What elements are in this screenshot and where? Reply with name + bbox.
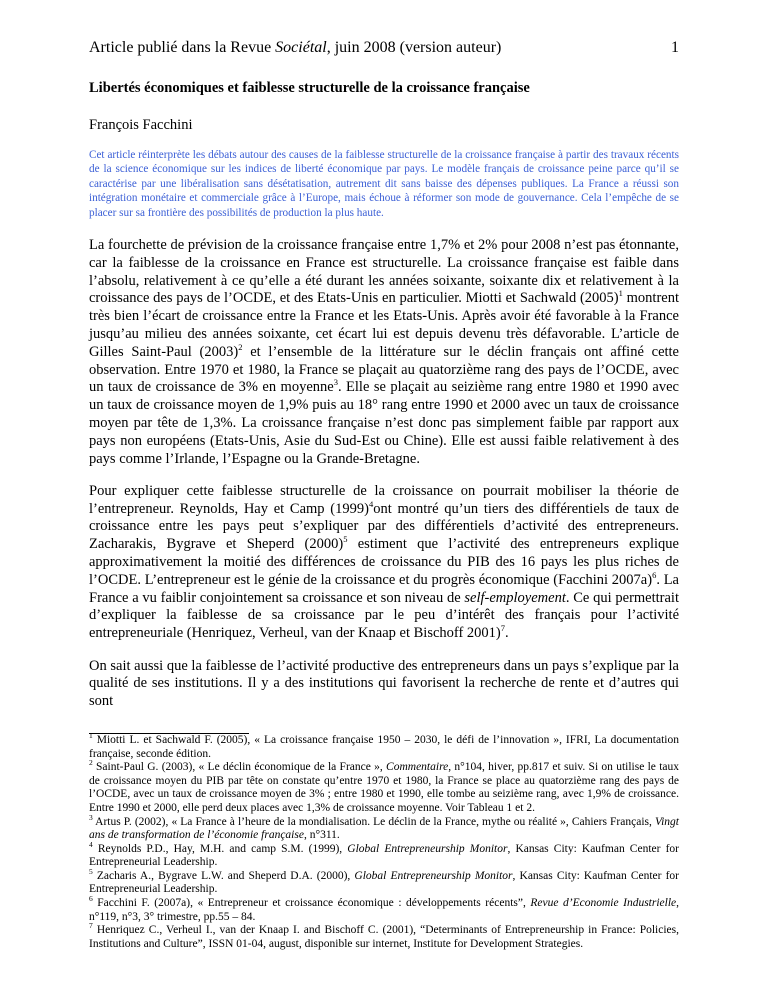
footnote-1: $^1$ Miotti L. et Sachwald F. (2005), « La croissance française 1950 – 2030, le défi de l’innovation », IFRI, La documentation française, seconde édition. — [89, 731, 679, 760]
document-page — [89, 38, 679, 951]
running-header — [89, 38, 679, 58]
paragraph-2: Pour expliquer cette faiblesse structurelle de la croissance on pourrait mobiliser la théorie de l’entrepreneur. Reynolds, Hay et Camp $(1999)^4ont$ montré qu’un tiers des différentiels de taux de croissance entre les pays peut s’expliquer par des différentiels d’activité des entrepreneurs. Zacharakis, Bygrave et Sheperd $(2000)^5$ estiment que l’activité des entrepreneurs explique approximativement la moitié des différences de croissance du PIB des 16 pays les plus riches de l’OCDE. L’entrepreneur est le génie de la croissance et du progrès économique (Facchini 2007a)$^6$. La France a vu faiblir conjointement sa croissance et son niveau de self-employement. Ce qui permettrait d’expliquer la faiblesse de sa croissance par le peu d’intérêt des français pour l’activité entrepreneuriale (Henriquez, Verheul, van der Knaap et Bischoff 2001)$^7$. — [89, 482, 679, 642]
paragraph-3: On sait aussi que la faiblesse de l’activité productive des entrepreneurs dans un pays s’explique par la qualité de ses institutions. Il y a des institutions qui favorisent la recherche de rente et d’autres qui sont — [89, 657, 679, 710]
header-text: Article publié dans la Revue Sociétal, juin 2008 (version auteur) — [89, 39, 502, 56]
page-number: 1 — [671, 39, 679, 56]
footnote-ref-3[interactable]: 3 — [333, 377, 338, 388]
footnote-ref-1[interactable]: 1 — [618, 288, 623, 299]
article-author: François Facchini — [89, 117, 193, 133]
footnote-3: $^3$ Artus P. (2002), « La France à l’heure de la mondialisation. Le déclin de la France, mythe ou réalité », Cahiers Français, Vingt ans de transformation de l’économie française, n°311. — [89, 812, 679, 842]
footnote-2: $^2$ Saint-Paul G. (2003), « Le déclin économique de la France », Commentaire, n°104, hiver, pp.817 et suiv. Si on utilise le taux de croissance moyen du PIB par tête on constate qu’entre 1970 et 1980, la France se place au quatorzième rang des pays de l’OCDE, avec un taux de croissance moyen de 3% ; entre 1980 et 1990, elle tombe au seizième rang, avec 1,9% de croissance. Entre 1990 et 2000, elle perd deux places avec 1,3% de croissance moyenne. Voir Tableau 1 et 2. — [89, 758, 679, 814]
footnote-ref-7[interactable]: 7 — [500, 623, 505, 634]
footnote-4: $^4$ Reynolds P.D., Hay, M.H. and camp S.M. (1999), Global Entrepreneurship Monitor, Kansas City: Kaufman Center for Entrepreneurial Leadership. — [89, 839, 679, 869]
footnote-ref-2[interactable]: 2 — [238, 341, 243, 352]
paragraph-1: La fourchette de prévision de la croissance française entre 1,7% et 2% pour 2008 n’est pas étonnante, car la faiblesse de la croissance en France est structurelle. La croissance française est faible dans l’absolu, relativement à ce qu’elle a été durant les années soixante, soixante dix et relativement à la croissance des pays de l’OCDE, et des Etats-Unis en particulier. Miotti et Sachwald $(2005)^1$ montrent très bien l’écart de croissance entre la France et les Etats-Unis. Après avoir été favorable à la France jusqu’au milieu des années soixante, cet écart lui est depuis devenu très défavorable. L’article de Gilles Saint-Paul $(2003)^2$ et l’ensemble de la littérature sur le déclin français ont affiné cette observation. Entre 1970 et 1980, la France se plaçait au quatorzième rang des pays de l’OCDE, avec un taux de croissance de 3% en moyenne$^3$. Elle se plaçait au seizième rang entre 1980 et 1990 avec un taux de croissance moyen de 1,9% puis au 18° rang entre 1990 et 2000 avec un taux de croissance moyen par tête de 1,3%. La croissance française n’est donc pas simplement faible par rapport aux pays non européens (Etats-Unis, Asie du Sud-Est ou Chine). Elle est aussi faible relativement à des pays comme l’Irlande, l’Espagne ou la Grande-Bretagne. — [89, 237, 679, 467]
footnote-6: $^6$ Facchini F. (2007a), « Entrepreneur et croissance économique : développements récents”, Revue d’Economie Industrielle, n°119, n°3, 3° trimestre, pp.55 – 84. — [89, 894, 680, 923]
footnote-5: $^5$ Zacharis A., Bygrave L.W. and Sheperd D.A. (2000), Global Entrepreneurship Monitor, Kansas City: Kaufman Center for Entrepreneurial Leadership. — [89, 867, 679, 896]
footnote-ref-4[interactable]: 4 — [368, 498, 374, 509]
footnote-ref-6[interactable]: 6 — [652, 570, 657, 581]
abstract: Cet article réinterprète les débats autour des causes de la faiblesse structurelle de la croissance française à partir des travaux récents de la science économique sur les indices de liberté économique par pays. Le modèle français de croissance peine parce qu’il se caractérise par une libéralisation sans désétatisation, autrement dit sans baisse des dépenses publiques. La France a réussi son intégration monétaire et commerciale grâce à l’Europe, mais échoue à réformer son mode de gouvernance. Cela l’empêche de se placer sur sa frontière des possibilités de production la plus haute. — [89, 149, 679, 219]
article-title: Libertés économiques et faiblesse structurelle de la croissance française — [89, 80, 530, 96]
footnote-7: $^7$ Henriquez C., Verheul I., van der Knaap I. and Bischoff C. (2001), “Determinants of Entrepreneurship in France: Policies, Institutions and Culture”, ISSN 01-04, august, disponible sur internet, Institute for Development Strategies. — [89, 921, 679, 950]
footnote-ref-5[interactable]: 5 — [343, 534, 348, 545]
journal-name: Sociétal — [275, 39, 327, 56]
